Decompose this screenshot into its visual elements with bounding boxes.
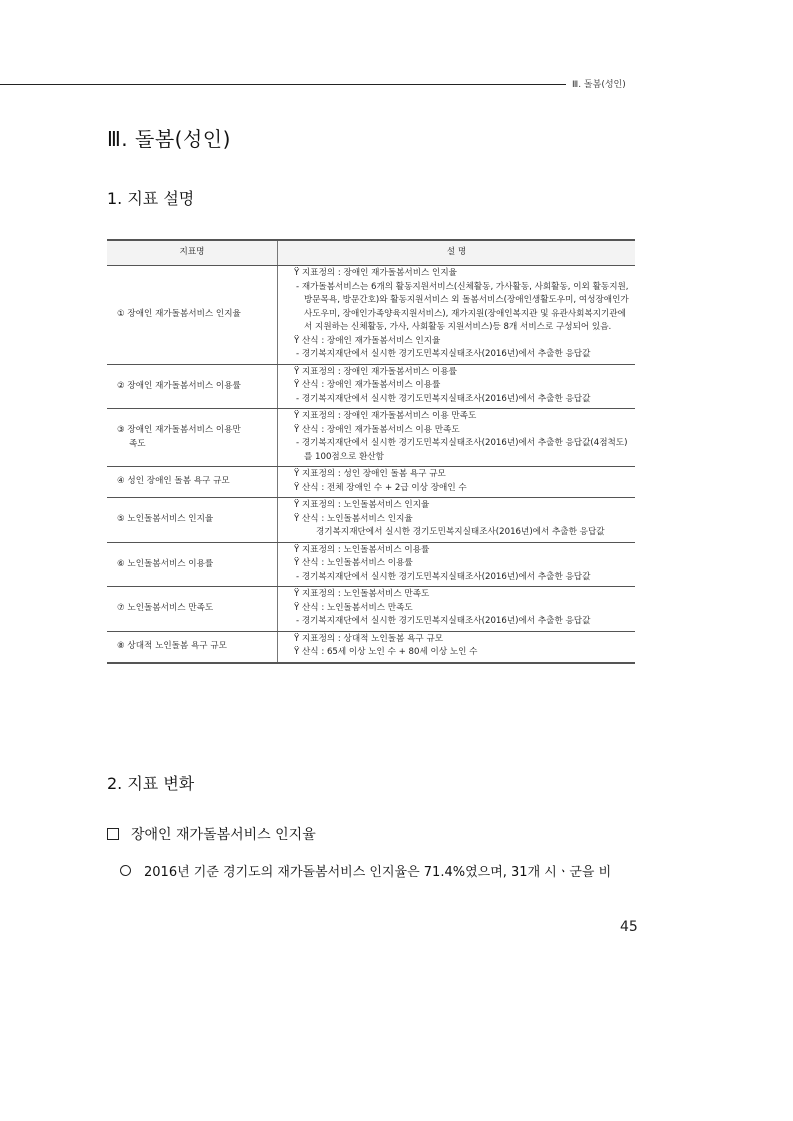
description-line: Ÿ 산식 : 장애인 재가돌봄서비스 이용 만족도 bbox=[294, 424, 460, 435]
description-line: Ÿ 지표정의 : 상대적 노인돌봄 욕구 규모 bbox=[294, 633, 444, 644]
indicator-name: ① 장애인 재가돌봄서비스 인지율 bbox=[117, 309, 241, 319]
indicator-name: ⑥ 노인돌봄서비스 이용률 bbox=[117, 558, 214, 569]
table-row bbox=[107, 467, 635, 498]
indicator-name-cell bbox=[107, 364, 278, 409]
description-line: Ÿ 산식 : 노인돌봄서비스 만족도 bbox=[294, 602, 413, 613]
indicator-name-cell bbox=[107, 631, 278, 663]
indicator-description-cell bbox=[278, 364, 636, 409]
table-row bbox=[107, 364, 635, 409]
circle-paragraph-text: 2016년 기준 경기도의 재가돌봄서비스 인지율은 71.4%였으며, 31개 시ㆍ군을 비 bbox=[144, 865, 612, 880]
indicator-name: ⑧ 상대적 노인돌봄 욕구 규모 bbox=[117, 640, 227, 651]
description-line: Ÿ 지표정의 : 장애인 재가돌봄서비스 이용 만족도 bbox=[294, 411, 477, 421]
box-heading bbox=[107, 824, 316, 844]
circle-bullet-icon bbox=[120, 865, 131, 876]
description-line: Ÿ 지표정의 : 노인돌봄서비스 이용률 bbox=[294, 544, 430, 555]
description-line: Ÿ 산식 : 전체 장애인 수 + 2급 이상 장애인 수 bbox=[294, 482, 467, 493]
indicator-name: ④ 성인 장애인 돌봄 욕구 규모 bbox=[117, 476, 230, 487]
description-line: - 경기복지재단에서 실시한 경기도민복지실태조사(2016년)에서 추출한 응답값 bbox=[296, 349, 591, 359]
indicator-description-cell bbox=[278, 542, 636, 587]
table-header-row bbox=[107, 240, 635, 266]
indicator-name-cell bbox=[107, 542, 278, 587]
description-line: Ÿ 산식 : 장애인 재가돌봄서비스 인지율 bbox=[294, 335, 441, 346]
indicator-description-cell bbox=[278, 266, 636, 365]
description-line: Ÿ 지표정의 : 노인돌봄서비스 만족도 bbox=[294, 589, 430, 599]
description-line: Ÿ 산식 : 장애인 재가돌봄서비스 이용률 bbox=[294, 380, 441, 390]
chapter-title: Ⅲ. 돌봄(성인) bbox=[107, 127, 231, 151]
description-line: - 경기복지재단에서 실시한 경기도민복지실태조사(2016년)에서 추출한 응답값 bbox=[296, 616, 591, 626]
indicator-name-cell bbox=[107, 266, 278, 365]
description-line: Ÿ 지표정의 : 장애인 재가돌봄서비스 인지율 bbox=[294, 268, 457, 278]
header-rule bbox=[0, 84, 566, 85]
table-row bbox=[107, 266, 635, 365]
running-header: Ⅲ. 돌봄(성인) bbox=[572, 80, 626, 90]
indicator-name-cell bbox=[107, 498, 278, 543]
box-heading-text: 장애인 재가돌봄서비스 인지율 bbox=[131, 827, 316, 843]
indicator-description-cell bbox=[278, 467, 636, 498]
description-line: Ÿ 지표정의 : 장애인 재가돌봄서비스 이용률 bbox=[294, 366, 457, 377]
indicator-table bbox=[107, 239, 635, 664]
section-title-indicator-change: 2. 지표 변화 bbox=[107, 774, 195, 793]
indicator-name: ② 장애인 재가돌봄서비스 이용률 bbox=[117, 380, 241, 391]
table-row bbox=[107, 409, 635, 467]
indicator-description-cell bbox=[278, 498, 636, 543]
description-line: - 재가돌봄서비스는 6개의 활동지원서비스(신체활동, 가사활동, 사회활동, 이외 활동지원, 방문목욕, 방문간호)와 활동지원서비스 외 돌봄서비스(장애인생활도우미, 여성장애인가사도우미, 장애인가족양육지원서비스), 재가지원(장애인복지관 및 유관사회복지기관에서 지원하는 신체활동, 가사, 사회활동 지원서비스)등 8개 서비스로 구성되어 있음. bbox=[296, 281, 629, 332]
indicator-description-cell bbox=[278, 631, 636, 663]
indicator-description-cell bbox=[278, 587, 636, 632]
column-header-indicator-name: 지표명 bbox=[107, 240, 278, 266]
description-line: - 경기복지재단에서 실시한 경기도민복지실태조사(2016년)에서 추출한 응답값 bbox=[296, 393, 591, 404]
indicator-name-cell bbox=[107, 587, 278, 632]
table-body bbox=[107, 266, 635, 663]
square-bullet-icon bbox=[107, 828, 119, 840]
description-line: Ÿ 산식 : 65세 이상 노인 수 + 80세 이상 노인 수 bbox=[294, 647, 478, 657]
indicator-table-wrapper bbox=[107, 239, 635, 664]
table-row bbox=[107, 498, 635, 543]
table-row bbox=[107, 542, 635, 587]
section-title-indicator-description: 1. 지표 설명 bbox=[107, 189, 195, 208]
indicator-name-cell bbox=[107, 467, 278, 498]
indicator-name: 족도 bbox=[129, 438, 146, 449]
description-line: - 경기복지재단에서 실시한 경기도민복지실태조사(2016년)에서 추출한 응답값 bbox=[296, 571, 591, 582]
indicator-name: ⑤ 노인돌봄서비스 인지율 bbox=[117, 514, 214, 524]
description-line: Ÿ 산식 : 노인돌봄서비스 이용률 bbox=[294, 558, 413, 568]
description-line: Ÿ 지표정의 : 노인돌봄서비스 인지율 bbox=[294, 500, 430, 510]
table-row bbox=[107, 587, 635, 632]
description-line: 경기복지재단에서 실시한 경기도민복지실태조사(2016년)에서 추출한 응답값 bbox=[316, 527, 605, 537]
indicator-name: ⑦ 노인돌봄서비스 만족도 bbox=[117, 603, 214, 613]
page-number: 45 bbox=[620, 919, 638, 935]
column-header-description: 설 명 bbox=[278, 240, 636, 266]
table-row bbox=[107, 631, 635, 663]
indicator-description-cell bbox=[278, 409, 636, 467]
description-line: Ÿ 지표정의 : 성인 장애인 돌봄 욕구 규모 bbox=[294, 469, 446, 479]
indicator-name-cell bbox=[107, 409, 278, 467]
indicator-name: ③ 장애인 재가돌봄서비스 이용만 bbox=[117, 425, 241, 435]
description-line: Ÿ 산식 : 노인돌봄서비스 인지율 bbox=[294, 513, 413, 524]
description-line: - 경기복지재단에서 실시한 경기도민복지실태조사(2016년)에서 추출한 응답값(4점척도)를 100점으로 환산함 bbox=[296, 438, 628, 462]
circle-paragraph bbox=[120, 861, 611, 880]
